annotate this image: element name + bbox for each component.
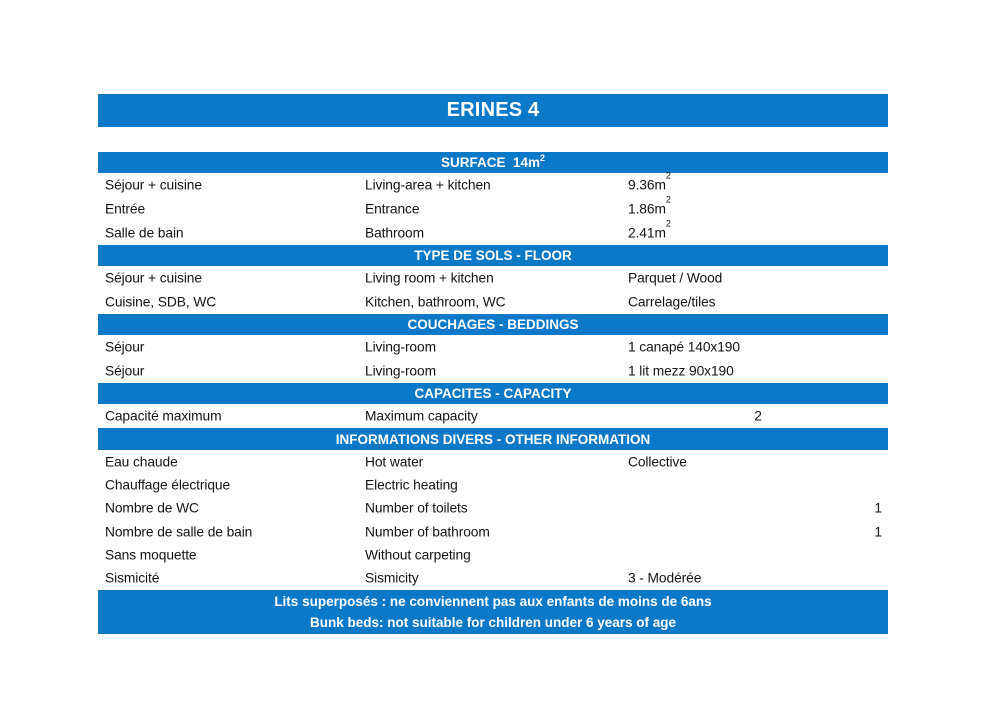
section-header-capacity bbox=[98, 383, 888, 404]
section-surface bbox=[98, 152, 888, 245]
table-row bbox=[98, 359, 888, 383]
page-title: ERINES 4 bbox=[446, 99, 540, 121]
row-label-fr: Capacité maximum bbox=[105, 408, 222, 424]
row-value bbox=[628, 194, 671, 217]
row-label-fr: Sismicité bbox=[105, 570, 160, 586]
row-label-fr: Eau chaude bbox=[105, 454, 178, 470]
section-other-information bbox=[98, 428, 888, 590]
row-label-en: Living room + kitchen bbox=[365, 270, 494, 286]
row-value-text: 1.86m bbox=[628, 201, 666, 217]
row-value: Collective bbox=[628, 454, 687, 470]
table-row bbox=[98, 290, 888, 314]
row-label-en: Without carpeting bbox=[365, 547, 471, 563]
row-label-fr: Séjour + cuisine bbox=[105, 270, 202, 286]
section-header-label: INFORMATIONS DIVERS - OTHER INFORMATION bbox=[335, 431, 651, 447]
section-header-floor bbox=[98, 245, 888, 266]
row-value bbox=[628, 218, 671, 241]
section-capacity bbox=[98, 383, 888, 428]
row-label-fr: Entrée bbox=[105, 201, 146, 217]
section-header-label: SURFACE 14m bbox=[440, 155, 540, 170]
property-sheet bbox=[98, 94, 888, 634]
row-label-fr: Séjour bbox=[105, 363, 145, 379]
row-value: Parquet / Wood bbox=[628, 270, 723, 286]
section-beddings bbox=[98, 314, 888, 383]
table-row bbox=[98, 450, 888, 473]
row-label-en: Living-room bbox=[365, 339, 436, 355]
table-row bbox=[98, 566, 888, 589]
table-row bbox=[98, 543, 888, 566]
superscript: 2 bbox=[665, 194, 671, 205]
row-label-fr: Chauffage électrique bbox=[105, 477, 231, 493]
row-value bbox=[628, 170, 671, 193]
section-header-label: CAPACITES - CAPACITY bbox=[414, 386, 572, 401]
row-label-en: Electric heating bbox=[365, 477, 458, 493]
table-row bbox=[98, 404, 888, 428]
table-row bbox=[98, 170, 888, 197]
superscript: 2 bbox=[665, 170, 671, 181]
row-label-en: Living-room bbox=[365, 363, 436, 379]
row-value: 3 - Modérée bbox=[628, 570, 702, 586]
row-value-text: 2.41m bbox=[628, 225, 666, 241]
table-row bbox=[98, 266, 888, 290]
row-label-en: Living-area + kitchen bbox=[365, 177, 491, 193]
section-floor bbox=[98, 245, 888, 314]
section-header-beddings bbox=[98, 314, 888, 335]
table-row bbox=[98, 520, 888, 543]
section-header-label: COUCHAGES - BEDDINGS bbox=[407, 317, 579, 332]
row-value: Carrelage/tiles bbox=[628, 294, 716, 310]
row-label-fr: Séjour bbox=[105, 339, 145, 355]
row-label-en: Number of toilets bbox=[365, 500, 468, 516]
row-value: 2 bbox=[754, 408, 762, 424]
superscript: 2 bbox=[665, 218, 671, 229]
row-value: 1 canapé 140x190 bbox=[628, 339, 740, 355]
table-row bbox=[98, 218, 888, 245]
row-label-en: Maximum capacity bbox=[365, 408, 478, 424]
table-row bbox=[98, 335, 888, 359]
row-label-en: Entrance bbox=[365, 201, 420, 217]
section-header-surface: SURFACE 14m $^2$ bbox=[98, 152, 888, 173]
footer-note-fr: Lits superposés : ne conviennent pas aux enfants de moins de 6ans bbox=[274, 593, 712, 609]
row-value: 1 lit mezz 90x190 bbox=[628, 363, 734, 379]
title-bar bbox=[98, 94, 888, 127]
row-label-en: Kitchen, bathroom, WC bbox=[365, 294, 506, 310]
row-label-en: Sismicity bbox=[365, 570, 419, 586]
row-label-fr: Nombre de WC bbox=[105, 500, 199, 516]
row-label-en: Hot water bbox=[365, 454, 424, 470]
row-label-en: Bathroom bbox=[365, 225, 425, 241]
row-label-fr: Salle de bain bbox=[105, 225, 184, 241]
section-header-label: TYPE DE SOLS - FLOOR bbox=[414, 248, 572, 263]
row-label-en: Number of bathroom bbox=[365, 524, 490, 540]
row-value-text: 9.36m bbox=[628, 177, 666, 193]
row-value: 1 bbox=[874, 524, 882, 540]
row-label-fr: Cuisine, SDB, WC bbox=[105, 294, 217, 310]
row-label-fr: Sans moquette bbox=[105, 547, 197, 563]
section-header-other-information bbox=[98, 428, 888, 450]
row-label-fr: Séjour + cuisine bbox=[105, 177, 202, 193]
table-row bbox=[98, 473, 888, 496]
row-value: 1 bbox=[874, 500, 882, 516]
footer-note-en: Bunk beds: not suitable for children under 6 years of age bbox=[309, 614, 677, 630]
row-label-fr: Nombre de salle de bain bbox=[105, 524, 253, 540]
table-row bbox=[98, 194, 888, 221]
table-row bbox=[98, 497, 888, 520]
footer-note bbox=[98, 590, 888, 634]
